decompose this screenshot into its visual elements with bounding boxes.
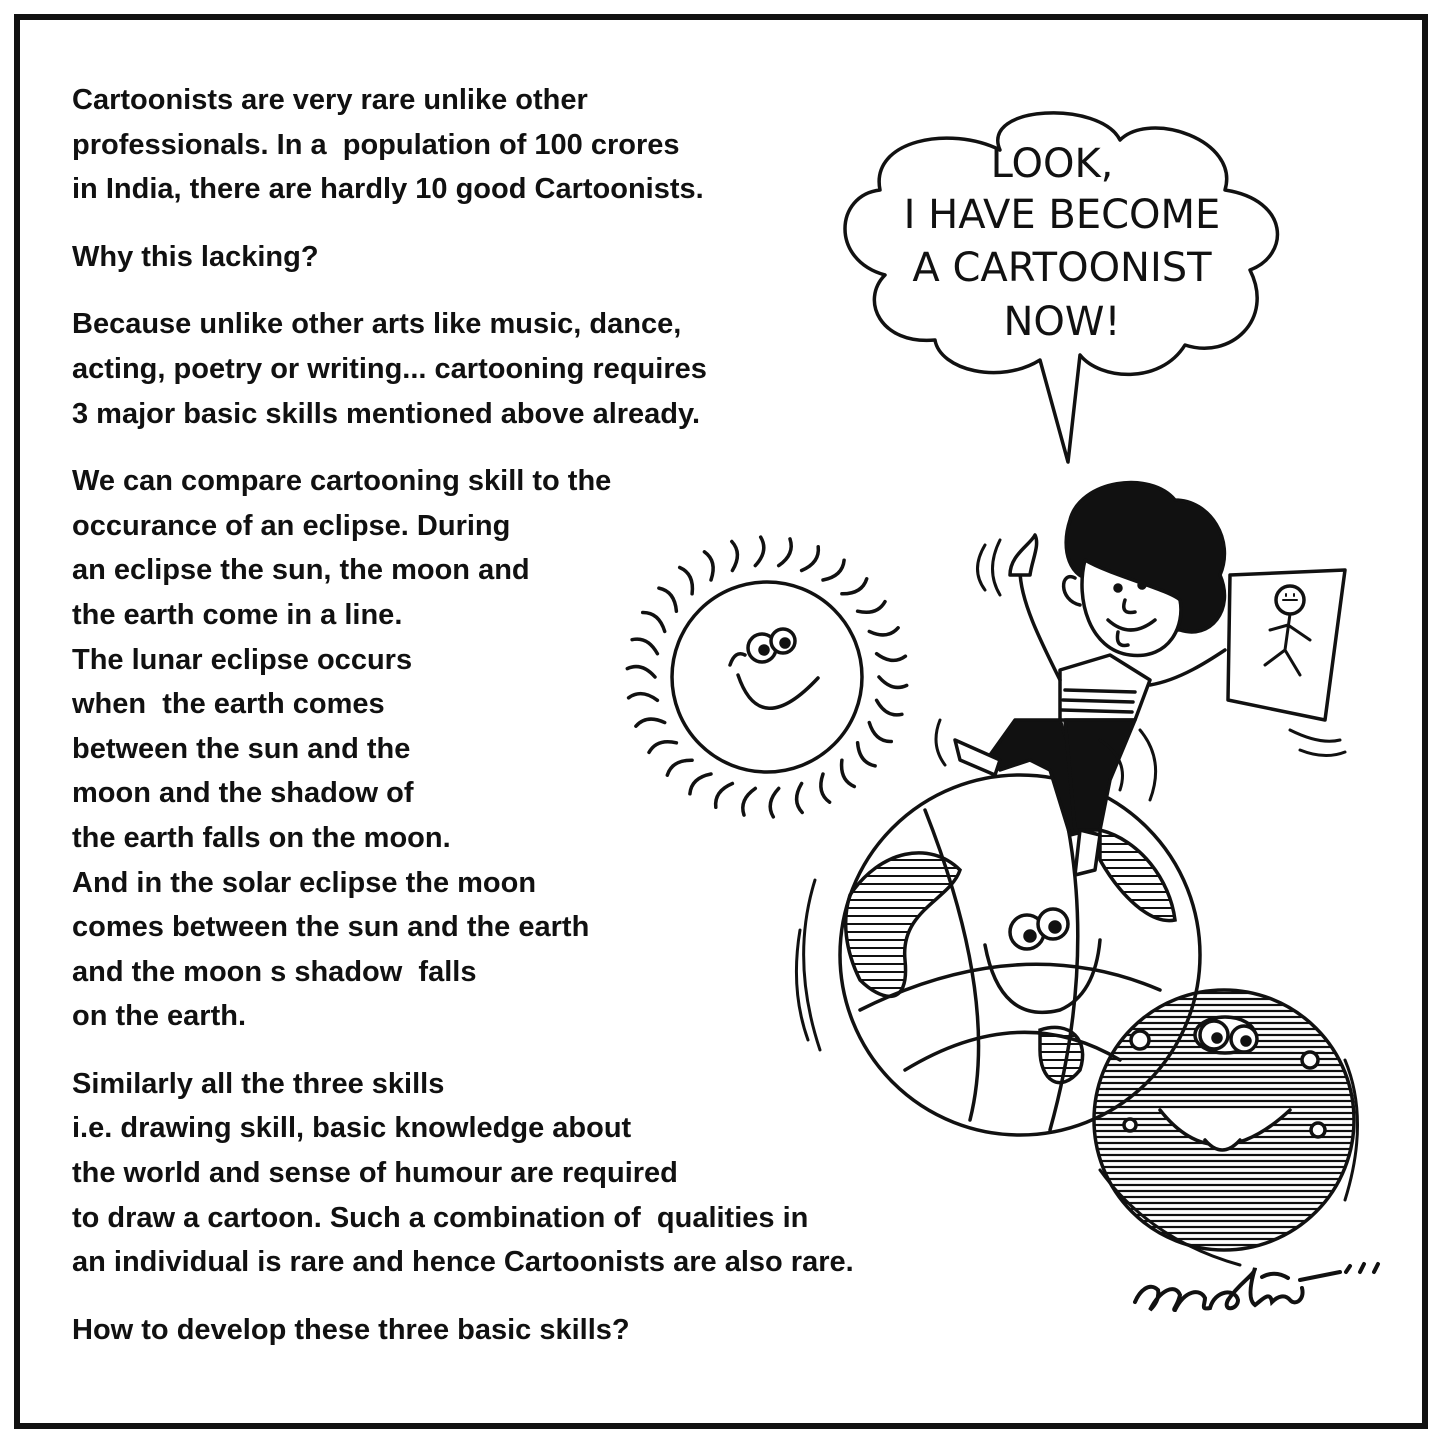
- sun-ray: [869, 628, 898, 635]
- sun-ray: [842, 760, 855, 786]
- text-line: when the earth comes: [72, 688, 385, 721]
- text-line: The lunar eclipse occurs: [72, 643, 413, 676]
- sun-ray: [842, 579, 867, 594]
- bubble-line-2: I HAVE BECOME: [903, 192, 1221, 238]
- sun-ray: [627, 667, 655, 677]
- text-line: And in the solar eclipse the moon: [72, 866, 537, 899]
- text-line: an individual is rare and hence Cartoonists are also rare.: [72, 1246, 854, 1279]
- text-line: on the earth.: [72, 1000, 247, 1033]
- sun-ray: [858, 743, 876, 766]
- sun-ray: [680, 568, 693, 594]
- speech-bubble: [845, 113, 1277, 462]
- text-line: the world and sense of humour are required: [72, 1157, 678, 1190]
- sun-ray: [779, 539, 792, 566]
- sun-ray: [755, 537, 763, 566]
- sun-ray: [732, 542, 738, 571]
- text-line: Because unlike other arts like music, dance,: [72, 308, 682, 341]
- sun-ray: [716, 784, 733, 808]
- sun-ray: [643, 612, 665, 631]
- text-line: occurance of an eclipse. During: [72, 509, 511, 542]
- sun-ray: [704, 552, 713, 580]
- text-line: acting, poetry or writing... cartooning requires: [72, 352, 707, 385]
- text-line: the earth come in a line.: [72, 598, 403, 631]
- bubble-line-3: A CARTOONIST: [912, 245, 1212, 291]
- text-line: i.e. drawing skill, basic knowledge about: [72, 1112, 632, 1145]
- sun-ray: [869, 723, 891, 742]
- text-line: Why this lacking?: [72, 240, 319, 273]
- artist-signature: [1135, 1264, 1378, 1310]
- text-line: professionals. In a population of 100 crores: [72, 128, 680, 161]
- text-line: Cartoonists are very rare unlike other: [72, 84, 588, 116]
- text-line: 3 major basic skills mentioned above already.: [72, 397, 701, 430]
- text-line: How to develop these three basic skills?: [72, 1313, 630, 1346]
- sun-ray: [632, 639, 657, 654]
- smiling-moon-icon: [1094, 990, 1358, 1265]
- text-line: and the moon s shadow falls: [72, 955, 477, 988]
- text-line: an eclipse the sun, the moon and: [72, 554, 530, 587]
- sun-ray: [743, 788, 756, 815]
- smiling-sun-icon: [627, 537, 906, 817]
- bubble-line-1: LOOK,: [990, 141, 1114, 187]
- sun-ray: [659, 588, 677, 611]
- text-line: comes between the sun and the earth: [72, 911, 590, 944]
- text-line: in India, there are hardly 10 good Cartoonists.: [72, 173, 704, 206]
- text-line: between the sun and the: [72, 732, 411, 765]
- sun-ray: [690, 774, 711, 794]
- sun-ray: [823, 560, 844, 580]
- text-line: to draw a cartoon. Such a combination of qualities in: [72, 1201, 809, 1234]
- sun-ray: [877, 654, 906, 661]
- sun-ray: [879, 677, 907, 687]
- text-line: We can compare cartooning skill to the: [72, 465, 612, 498]
- sun-ray: [649, 742, 676, 753]
- text-line: the earth falls on the moon.: [72, 821, 451, 854]
- sun-ray: [858, 602, 885, 613]
- sun-ray: [802, 547, 819, 571]
- sun-ray: [877, 700, 902, 715]
- bubble-line-4: NOW!: [1003, 299, 1121, 345]
- text-line: moon and the shadow of: [72, 777, 414, 810]
- sun-ray: [797, 784, 803, 813]
- sun-ray: [770, 788, 778, 817]
- sun-ray: [629, 694, 658, 701]
- text-line: Similarly all the three skills: [72, 1067, 445, 1100]
- sun-ray: [636, 719, 665, 726]
- sun-ray: [667, 760, 692, 775]
- sun-ray: [821, 774, 830, 802]
